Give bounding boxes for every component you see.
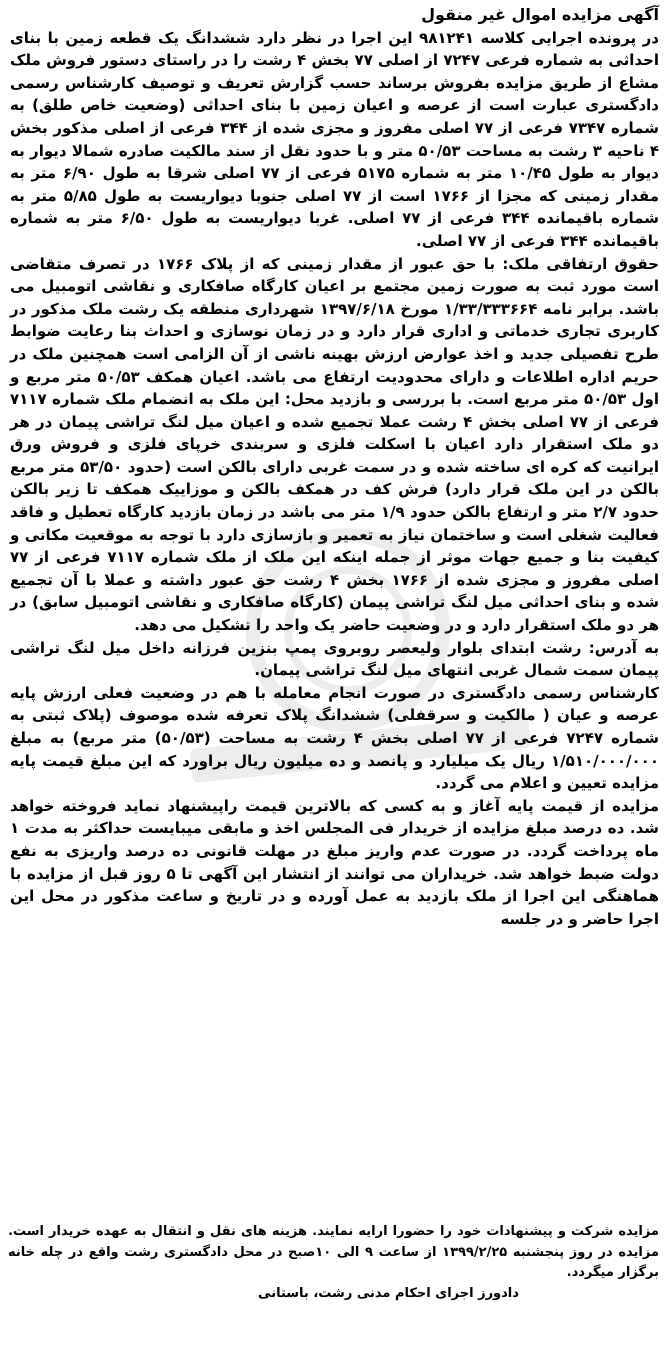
easement-rights-paragraph: حقوق ارتفاقی ملک: با حق عبور از مقدار زمینی که از پلاک ۱۷۶۶ در تصرف متقاضی است مورد ثبت به صورت زمین مجتمع بر اعیان کارگاه صافکاری و نقاشی اتومبیل می باشد. برابر نامه ۱/۳۳/۳۳۳۶۶۴ مورخ ۱۳۹۷/۶/۱۸ شهرداری منطقه یک رشت ملک مذکور در کاربری تجاری خدماتی و اداری قرار دارد و در زمان نوسازی و احداث بنا رعایت ضوابط طرح تفصیلی جدید و اخذ عوارض ارزش بهینه ناشی از آن الزامی است همچنین ملک در حریم اداره اطلاعات و دارای محدودیت ارتفاع می باشد. اعیان همکف ۵۰/۵۳ متر مربع و اول ۵۰/۵۳ متر مربع است. با بررسی و بازدید محل: این ملک به انضمام ملک شماره ۷۱۱۷ فرعی از ۷۷ اصلی بخش ۴ رشت عملا تجمیع شده و اعیان میل لنگ تراشی پیمان در هر دو ملک استقرار دارد اعیان با اسکلت فلزی و سربندی خرپای فلزی و فروش ورق ایرانیت که کره ای ساخته شده و در سمت غربی دارای بالکن است (حدود ۵۳/۵۰ متر مربع بالکن در این ملک قرار دارد) فرش کف در همکف بالکن و موزاییک همکف تا زیر بالکن حدود ۲/۷ متر و ارتفاع بالکن حدود ۱/۹ متر می باشد در زمان بازدید کارگاه تعطیل و فاقد فعالیت شغلی است و ساختمان نیاز به تعمیر و بازسازی دارد با توجه به موقعیت مکانی و کیفیت بنا و جمیع جهات موثر از جمله اینکه این ملک از ملک شماره ۷۱۱۷ فرعی از ۷۷ اصلی مفروز و مجزی شده از ۱۷۶۶ بخش ۴ رشت حق عبور داشته و عملا با آن تجمیع شده و بنای احداثی میل لنگ تراشی پیمان (کارگاه صافکاری و نقاشی اتومبیل سابق) در هر دو ملک استقرار دارد و در وضعیت حاضر یک واحد را تشکیل می دهد. [10,254,660,635]
auction-terms-paragraph: مزایده از قیمت پایه آغاز و به کسی که بالاترین قیمت راپیشنهاد نماید فروخته خواهد شد. ده درصد مبلغ مزایده از خریدار فی المجلس اخذ و مابقی میبایست حداکثر به مدت ۱ ماه پرداخت گردد. در صورت عدم واریز مبلغ در مهلت قانونی ده درصد واریزی به نفع دولت ضبط خواهد شد. خریداران می توانند از انتشار این آگهی تا ۵ روز قبل از مزایده با هماهنگی این اجرا از ملک بازدید به عمل آورده و در تاریخ و ساعت مذکور در محل این اجرا حاضر و در جلسه [10,796,659,928]
notice-title: آگهی مزایده اموال غیر منقول [421,5,659,24]
footer-terms: مزایده شرکت و پیشنهادات خود را حضورا ارایه نمایند. هزینه های نقل و انتقال به عهده خریدار است. مزایده در روز پنجشنبه ۱۳۹۹/۲/۲۵ از ساعت ۹ الی ۱۰صبح در محل دادگستری رشت واقع در چله خانه برگزار میگردد. [8,1224,659,1280]
notice-body [10,4,659,930]
property-description-paragraph: در پرونده اجرایی کلاسه ۹۸۱۲۴۱ این اجرا در نظر دارد ششدانگ یک قطعه زمین با بنای احداثی به شماره فرعی ۷۲۴۷ از اصلی ۷۷ بخش ۴ رشت را در راستای دستور فروش ملک مشاع از طریق مزایده بفروش برساند حسب گزارش تعریف و توصیف کارشناس رسمی دادگستری عبارت است از عرصه و اعیان زمین با بنای احداثی (وضعیت خاص طلق) به شماره ۷۳۴۷ فرعی از ۷۷ اصلی مفروز و مجزی شده از ۳۴۴ فرعی از اصلی مذکور بخش ۴ ناحیه ۳ رشت به مساحت ۵۰/۵۳ متر و با حدود نقل از سند مالکیت صادره شمالا دیوار به دیوار به طول ۱۰/۴۵ متر به شماره ۵۱۷۵ فرعی از ۷۷ اصلی شرقا به طول ۶/۹۰ متر به مقدار زمینی که مجزا از ۱۷۶۶ است از ۷۷ اصلی جنوبا دیواریست به طول ۵/۸۵ متر به شماره باقیمانده ۳۴۴ فرعی از ۷۷ اصلی. غربا دیواریست به طول ۶/۵۰ متر به شماره باقیمانده ۳۴۴ فرعی از ۷۷ اصلی. [10,28,659,250]
notice-footer [8,1222,659,1304]
address-paragraph: به آدرس: رشت ابتدای بلوار ولیعصر روبروی پمپ بنزین فرزانه داخل میل لنگ تراشی پیمان سمت شمال غربی انتهای میل لنگ تراشی پیمان. [10,638,659,680]
valuation-paragraph: کارشناس رسمی دادگستری در صورت انجام معامله با هم در وضعیت فعلی ارزش پایه عرصه و عیان ( مالکیت و سرقفلی) ششدانگ پلاک تعرفه شده موصوف (پلاک ثبتی به شماره ۷۲۴۷ فرعی از ۷۷ اصلی بخش ۴ رشت به مساحت (۵۰/۵۳) متر مربع) به مبلغ ۱/۵۱۰/۰۰۰/۰۰۰ ریال یک میلیارد و پانصد و ده میلیون ریال براورد که این مبلغ قیمت پایه مزایده تعیین و اعلام می گردد. [10,683,659,793]
signature-line: دادورز اجرای احکام مدنی رشت، باستانی [258,1285,519,1301]
